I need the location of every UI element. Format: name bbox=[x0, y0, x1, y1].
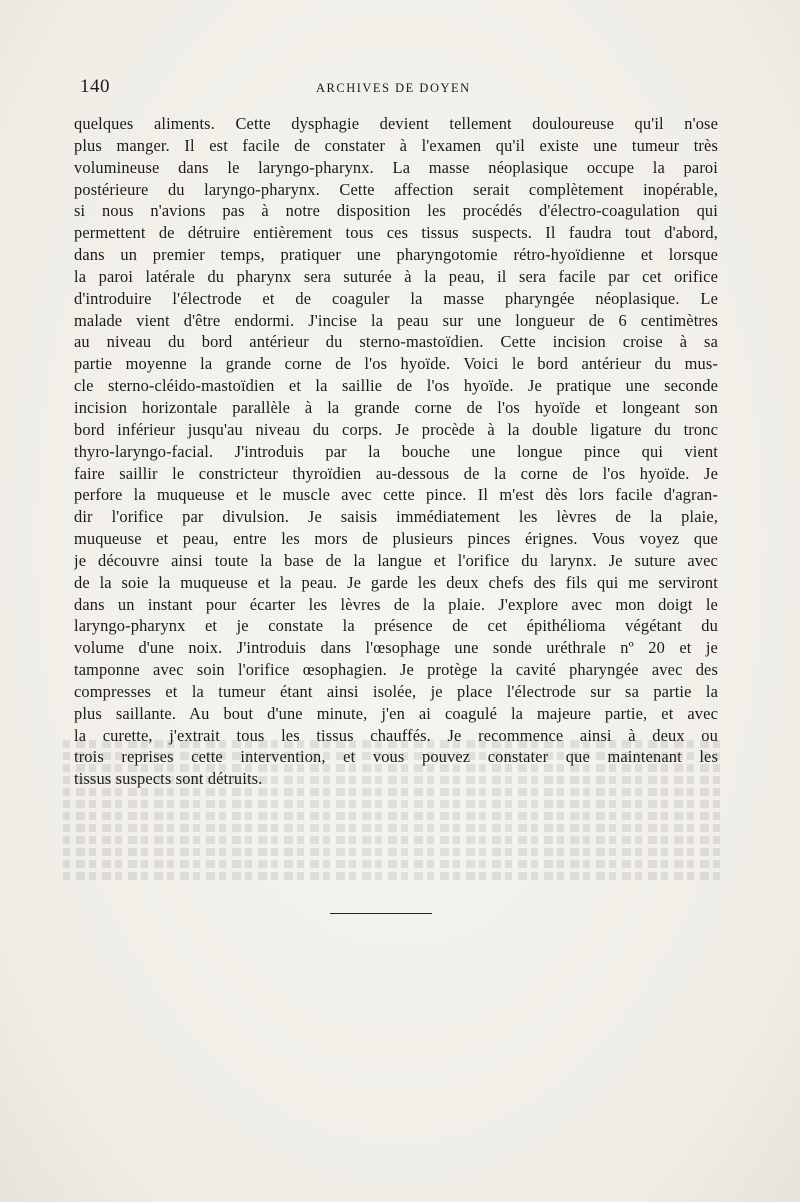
text-line: je découvre ainsi toute la base de la langue et l'orifice du larynx. Je suture avec bbox=[74, 550, 718, 570]
text-line: plus saillante. Au bout d'une minute, j'en ai coagulé la majeure partie, et avec bbox=[74, 703, 718, 723]
text-line: cle sterno-cléido-mastoïdien et la saillie de l'os hyoïde. Je pratique une seconde bbox=[74, 376, 718, 396]
text-line: volumineuse dans le laryngo-pharynx. La masse néoplasique occupe la paroi bbox=[74, 157, 718, 177]
text-line: muqueuse et peau, entre les mors de plusieurs pinces érignes. Vous voyez que bbox=[74, 529, 718, 549]
text-line: dir l'orifice par divulsion. Je saisis immédiatement les lèvres de la plaie, bbox=[74, 507, 718, 527]
page-number: 140 bbox=[80, 76, 110, 97]
text-line: perfore la muqueuse et le muscle avec cette pince. Il m'est dès lors facile d'agran- bbox=[74, 485, 718, 505]
text-line: laryngo-pharynx et je constate la présence de cet épithélioma végétant du bbox=[74, 616, 718, 636]
text-line: d'introduire l'électrode et de coaguler la masse pharyngée néoplasique. Le bbox=[74, 288, 718, 308]
section-end-rule bbox=[330, 913, 432, 914]
text-line: bord inférieur jusqu'au niveau du corps. Je procède à la double ligature du tronc bbox=[74, 419, 718, 439]
text-line: faire saillir le constricteur thyroïdien au-dessous de la corne de l'os hyoïde. Je bbox=[74, 463, 718, 483]
text-line: au niveau du bord antérieur du sterno-mastoïdien. Cette incision croise à sa bbox=[74, 332, 718, 352]
text-line: la curette, j'extrait tous les tissus chauffés. Je recommence ainsi à deux ou bbox=[74, 725, 718, 745]
text-line: si nous n'avions pas à notre disposition les procédés d'électro-coagulation qui bbox=[74, 201, 718, 221]
text-line: tissus suspects sont détruits. bbox=[74, 769, 263, 789]
text-line: permettent de détruire entièrement tous ces tissus suspects. Il faudra tout d'abord, bbox=[74, 223, 718, 243]
text-line: compresses et la tumeur étant ainsi isolée, je place l'électrode sur sa partie la bbox=[74, 681, 718, 701]
page-header bbox=[80, 76, 716, 102]
text-line: volume d'une noix. J'introduis dans l'œsophage une sonde uréthrale nº 20 et je bbox=[74, 638, 718, 658]
text-line: quelques aliments. Cette dysphagie devient tellement douloureuse qu'il n'ose bbox=[74, 114, 718, 133]
text-line: trois reprises cette intervention, et vous pouvez constater que maintenant les bbox=[74, 747, 718, 767]
text-line: incision horizontale parallèle à la grande corne de l'os hyoïde et longeant son bbox=[74, 397, 718, 417]
text-line: thyro-laryngo-facial. J'introduis par la bouche une longue pince qui vient bbox=[74, 441, 718, 461]
text-line: la paroi latérale du pharynx sera suturée à la peau, il sera facile par cet orifice bbox=[74, 266, 718, 286]
text-line: dans un premier temps, pratiquer une pharyngotomie rétro-hyoïdienne et lorsque bbox=[74, 245, 718, 265]
running-head: ARCHIVES DE DOYEN bbox=[316, 81, 471, 95]
text-line: dans un instant pour écarter les lèvres de la plaie. J'explore avec mon doigt le bbox=[74, 594, 718, 614]
text-line: malade vient d'être endormi. J'incise la peau sur une longueur de 6 centimètres bbox=[74, 310, 718, 330]
text-line: partie moyenne la grande corne de l'os hyoïde. Voici le bord antérieur du mus- bbox=[74, 354, 718, 374]
text-line: postérieure du laryngo-pharynx. Cette affection serait complètement inopérable, bbox=[74, 179, 718, 199]
show-through-texture bbox=[60, 740, 720, 1100]
body-paragraph bbox=[74, 113, 718, 790]
text-line: de la soie la muqueuse et la peau. Je garde les deux chefs des fils qui me serviront bbox=[74, 572, 718, 592]
text-line: tamponne avec soin l'orifice œsophagien. Je protège la cavité pharyngée avec des bbox=[74, 660, 718, 680]
text-line: plus manger. Il est facile de constater à l'examen qu'il existe une tumeur très bbox=[74, 135, 718, 155]
